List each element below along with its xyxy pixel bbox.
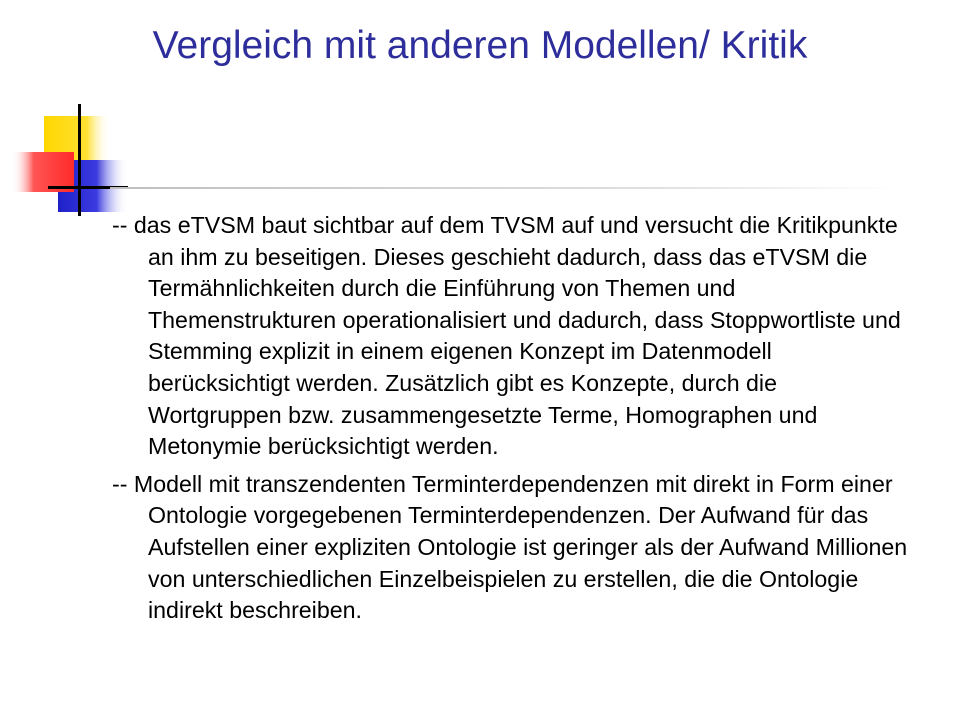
title-rule xyxy=(110,187,896,189)
logo-blue-square xyxy=(58,160,128,212)
logo-yellow-square xyxy=(44,116,110,188)
paragraph-etvsm: -- das eTVSM baut sichtbar auf dem TVSM auf und versucht die Kritikpunkte an ihm zu beseitigen. Dieses geschieht dadurch, dass das eTVSM die Termähnlichkeiten durch die Einführung von Themen und Themenstrukturen operationalisiert und dadurch, dass Stoppwortliste und Stemming explizit in einem eigenen Konzept im Datenmodell berücksichtigt werden. Zusätzlich gibt es Konzepte, durch die Wortgruppen bzw. zusammengesetzte Terme, Homographen und Metonymie berücksichtigt werden. xyxy=(112,212,901,460)
slide-body xyxy=(112,210,912,633)
paragraph-modell: -- Modell mit transzendenten Terminterdependenzen mit direkt in Form einer Ontologie vorgegebenen Terminterdependenzen. Der Aufwand für das Aufstellen einer expliziten Ontologie ist geringer als der Aufwand Millionen von unterschiedlichen Einzelbeispielen zu erstellen, die die Ontologie indirekt beschreiben. xyxy=(112,470,908,624)
logo-red-square xyxy=(12,152,74,192)
slide-title: Vergleich mit anderen Modellen/ Kritik xyxy=(152,24,808,67)
logo-vertical-line xyxy=(78,104,81,216)
logo-horizontal-line xyxy=(48,186,128,189)
